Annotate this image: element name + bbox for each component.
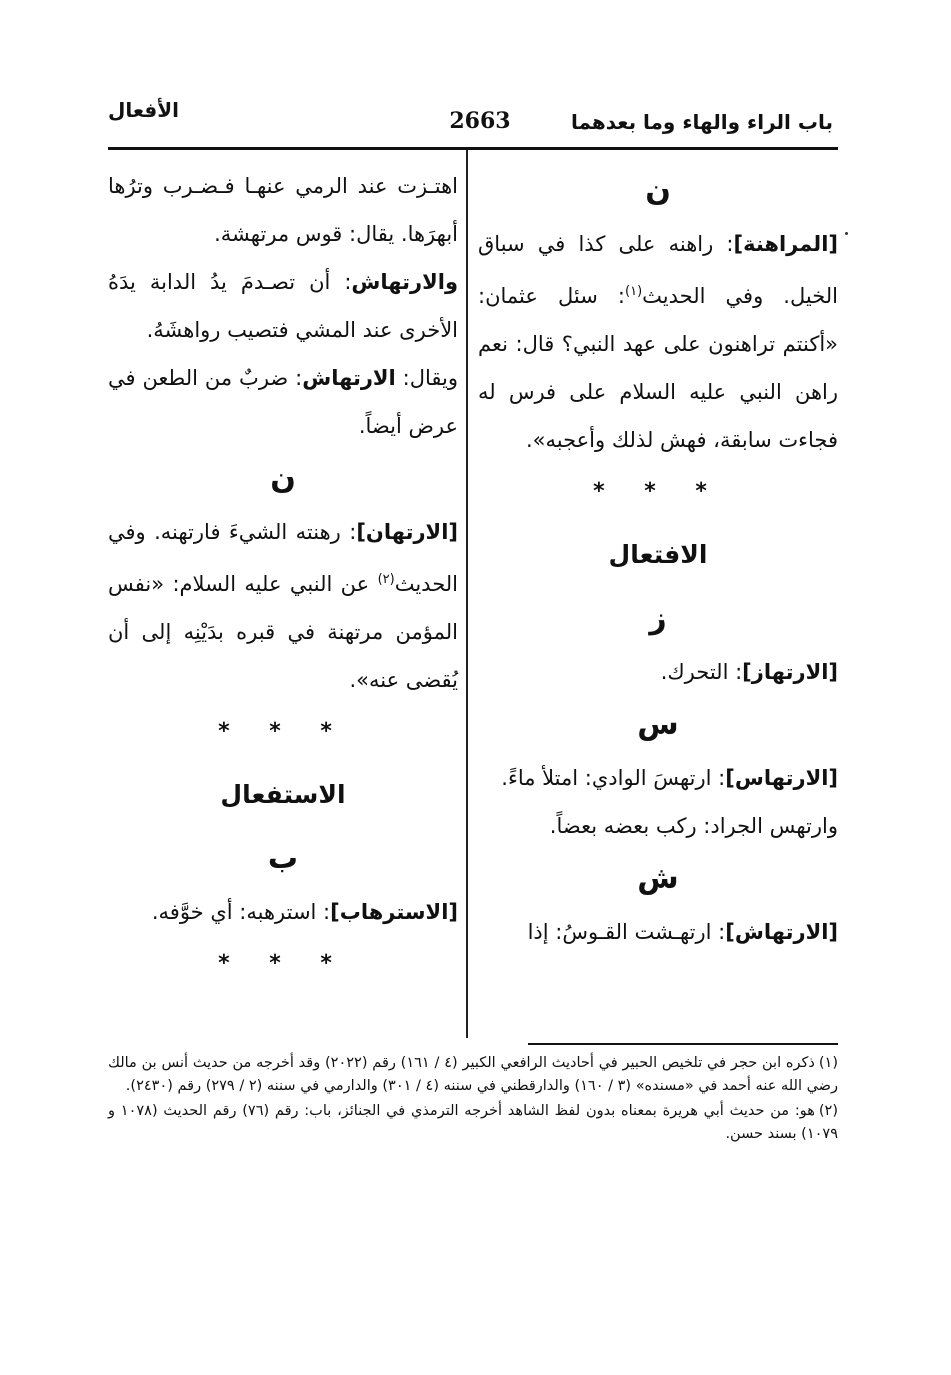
- dictionary-entry: وارتهس الجراد: ركب بعضه بعضاً.: [549, 814, 838, 838]
- entry-text: : ضربٌ من الطعن في عرض أيضاً.: [108, 366, 458, 438]
- letter-heading: ن: [645, 173, 671, 208]
- entry-term: [الارتهاز]: [742, 660, 838, 684]
- page-number: 2663: [449, 108, 511, 134]
- entry-text: : رهنته الشيءَ فارتهنه. وفي الحديث: [108, 520, 458, 596]
- entry-term: [الارتهان]: [356, 520, 458, 544]
- column-divider: [466, 150, 468, 1038]
- dictionary-entry: [108, 258, 458, 354]
- entry-term: والارتهاش: [351, 270, 458, 294]
- section-separator: * * *: [218, 951, 348, 976]
- entry-text: : أن تصـدمَ يدُ الدابة يدَهُ الأخرى عند المشي فتصيب رواهشَهُ.: [108, 270, 458, 342]
- entry-lead: ويقال:: [395, 366, 459, 390]
- footnote-rule: [528, 1043, 838, 1045]
- margin-mark: [845, 232, 848, 235]
- footnote-ref[interactable]: (٢): [377, 572, 395, 587]
- left-column: [108, 162, 458, 992]
- entry-text: عن النبي عليه السلام: «نفس المؤمن مرتهنة في قبره بدَيْنِه إلى أن يُقضى عنه».: [108, 572, 458, 692]
- footnote-text: ذكره ابن حجر في تلخيص الحبير في أحاديث الرافعي الكبير (٤ / ١٦١) رقم (٢٠٢٢) وقد أخرجه من حديث أنس بن مالك رضي الله عنه أحمد في «مسنده» (٣ / ١٦٠) والدارقطني في سننه (٤ / ٣٠١) والدارمي في سننه (٢ / ٢٧٩) رقم (٢٤٣٠).: [108, 1055, 838, 1094]
- entry-text: : التحرك.: [660, 660, 743, 684]
- dictionary-entry: [108, 888, 458, 936]
- right-column: [478, 162, 838, 956]
- entry-text: : راهنه على كذا في سباق الخيل. وفي الحديث: [478, 232, 839, 308]
- entry-continuation: اهتـزت عند الرمي عنهـا فـضـرب وترُها أبهرَها. يقال: قوس مرتهشة.: [108, 174, 458, 246]
- dictionary-entry: [478, 754, 838, 802]
- letter-heading: ز: [649, 601, 667, 636]
- letter-heading: ب: [267, 841, 299, 876]
- entry-text: : ارتهسَ الوادي: امتلأ ماءً.: [501, 766, 726, 790]
- footnote-text: هو: من حديث أبي هريرة بمعناه بدون لفظ الشاهد أخرجه الترمذي في الجنائز، باب: رقم (٧٦) رقم الحديث (١٠٧٨ و ١٠٧٩) بسند حسن.: [108, 1103, 838, 1142]
- dictionary-entry: [478, 908, 838, 956]
- dictionary-entry: [108, 508, 458, 704]
- letter-heading: ن: [270, 461, 296, 496]
- section-heading: الافتعال: [608, 540, 708, 569]
- footnote: [108, 1100, 838, 1146]
- entry-text: : ارتهـشت القـوسُ: إذا: [527, 920, 726, 944]
- letter-heading: ش: [637, 861, 679, 896]
- entry-term: [الارتهاس]: [725, 766, 838, 790]
- entry-term: [الارتهاش]: [725, 920, 838, 944]
- footnotes: [108, 1052, 838, 1148]
- dictionary-entry: [478, 220, 838, 464]
- footnote-number: (١): [818, 1055, 838, 1071]
- footnote: [108, 1052, 838, 1098]
- footnote-ref[interactable]: (١): [625, 284, 643, 299]
- entry-term: [المراهنة]: [733, 232, 838, 256]
- dictionary-entry: [108, 354, 458, 450]
- running-header-section: الأفعال: [108, 98, 179, 122]
- entry-text: : استرهبه: أي خوَّفه.: [151, 900, 331, 924]
- entry-text: : سئل عثمان: «أكنتم تراهنون على عهد النبي؟ قال: نعم راهن النبي عليه السلام على فرس له فجاءت سابقة، فهش لذلك وأعجبه».: [478, 284, 838, 452]
- section-heading: الاستفعال: [220, 780, 346, 809]
- running-header-chapter: باب الراء والهاء وما بعدهما: [570, 110, 833, 134]
- letter-heading: س: [637, 707, 679, 742]
- entry-term: [الاسترهاب]: [330, 900, 458, 924]
- section-separator: * * *: [218, 719, 348, 744]
- section-separator: * * *: [593, 479, 723, 504]
- header-rule: [108, 147, 838, 150]
- entry-term: الارتهاش: [302, 366, 396, 390]
- dictionary-entry: [478, 648, 838, 696]
- footnote-number: (٢): [818, 1103, 838, 1119]
